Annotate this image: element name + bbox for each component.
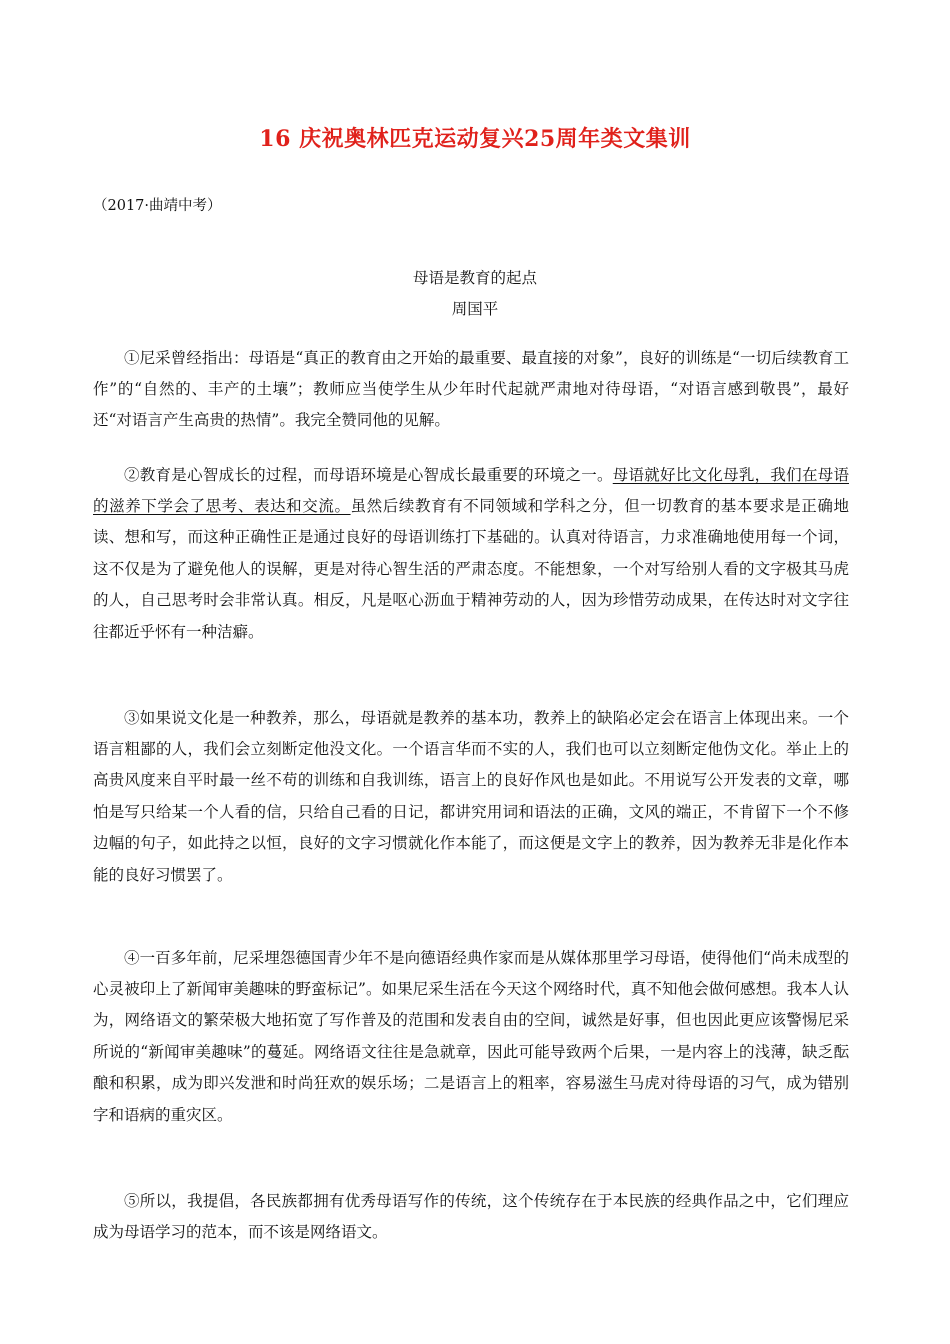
paragraph-2 [93,460,849,648]
article-author: 周国平 [451,300,499,318]
paragraph-2-intro: ②教育是心智成长的过程，而母语环境是心智成长最重要的环境之一。 [124,465,613,484]
article-title: 母语是教育的起点 [412,269,537,287]
paragraph-1: ①尼采曾经指出：母语是“真正的教育由之开始的最重要、最直接的对象”，良好的训练是“一切后续教育工作”的“自然的、丰产的土壤”；教师应当使学生从少年时代起就严肃地对待母语，“对语言感到敬畏”，最好还“对语言产生高贵的热情”。我完全赞同他的见解。 [93,348,849,430]
paragraph-4: ④一百多年前，尼采埋怨德国青少年不是向德语经典作家而是从媒体那里学习母语，使得他们“尚未成型的心灵被印上了新闻审美趣味的野蛮标记”。如果尼采生活在今天这个网络时代，真不知他会做何感想。我本人认为，网络语文的繁荣极大地拓宽了写作普及的范围和发表自由的空间，诚然是好事，但也因此更应该警惕尼采所说的“新闻审美趣味”的蔓延。网络语文往往是急就章，因此可能导致两个后果，一是内容上的浅薄，缺乏酝酿和积累，成为即兴发泄和时尚狂欢的娱乐场；二是语言上的粗率，容易滋生马虎对待母语的习气，成为错别字和语病的重灾区。 [93,948,849,1124]
underlined-sentence: 母语就好比文化母乳，我们在母语的滋养下学会了思考、表达和交流。 [93,465,849,515]
document-title: 16 庆祝奥林匹克运动复兴25周年类文集训 [259,126,691,152]
paragraph-2-body: 虽然后续教育有不同领域和学科之分，但一切教育的基本要求是正确地读、想和写，而这种正确性正是通过良好的母语训练打下基础的。认真对待语言，力求准确地使用每一个词，这不仅是为了避免他人的误解，更是对待心智生活的严肃态度。不能想象，一个对写给别人看的文字极其马虎的人，自己思考时会非常认真。相反，凡是呕心沥血于精神劳动的人，因为珍惜劳动成果，在传达时对文字往往都近乎怀有一种洁癖。 [93,496,849,641]
paragraph-5: ⑤所以，我提倡，各民族都拥有优秀母语写作的传统，这个传统存在于本民族的经典作品之中，它们理应成为母语学习的范本，而不该是网络语文。 [93,1191,849,1241]
source-note: （2017·曲靖中考） [93,198,222,214]
paragraph-3: ③如果说文化是一种教养，那么，母语就是教养的基本功，教养上的缺陷必定会在语言上体现出来。一个语言粗鄙的人，我们会立刻断定他没文化。一个语言华而不实的人，我们也可以立刻断定他伪文化。举止上的高贵风度来自平时最一丝不苟的训练和自我训练，语言上的良好作风也是如此。不用说写公开发表的文章，哪怕是写只给某一个人看的信，只给自己看的日记，都讲究用词和语法的正确，文风的端正，不肯留下一个不修边幅的句子，如此持之以恒，良好的文字习惯就化作本能了，而这便是文字上的教养，因为教养无非是化作本能的良好习惯罢了。 [93,708,849,884]
